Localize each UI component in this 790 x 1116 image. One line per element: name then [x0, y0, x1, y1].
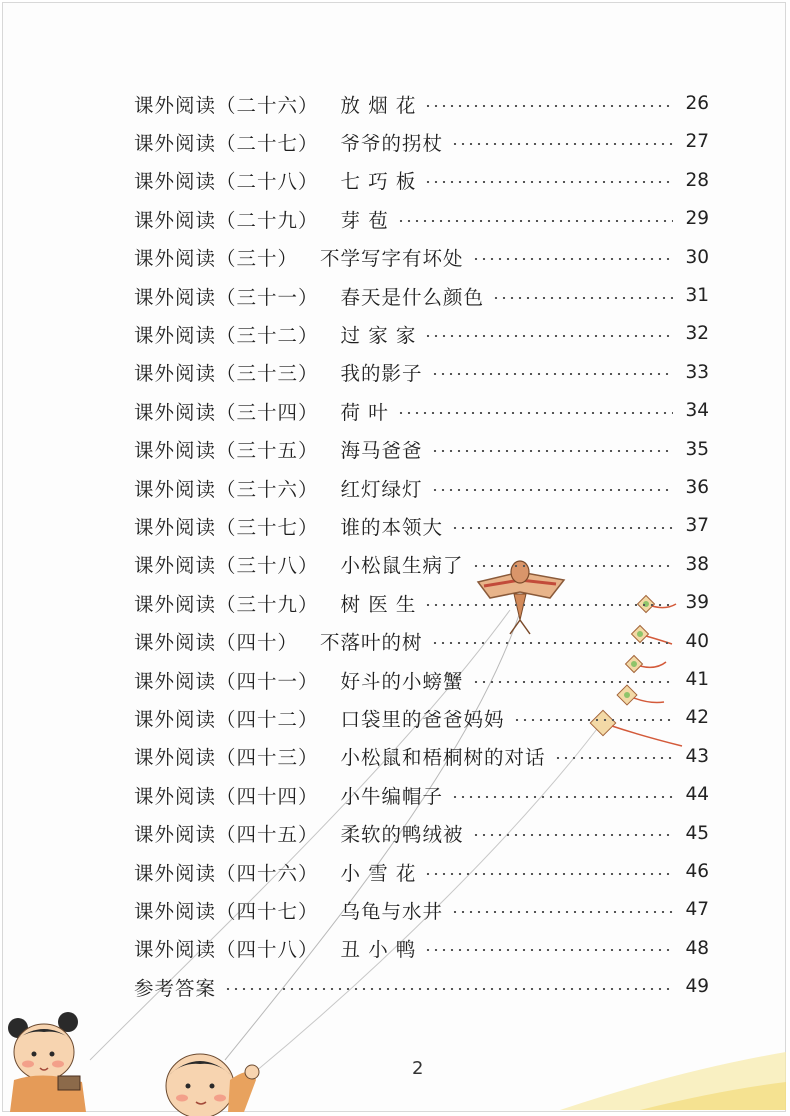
toc-page-number: 38 [685, 553, 709, 575]
dot-leader [424, 181, 673, 183]
dot-leader [451, 911, 673, 913]
toc-entry-label: 课外阅读（四十三） [134, 746, 319, 770]
toc-entry-title: 树 医 生 [340, 592, 417, 616]
toc-row[interactable] [134, 780, 709, 810]
toc-row[interactable] [134, 703, 709, 733]
dot-leader [424, 604, 673, 606]
toc-entry-title: 红灯绿灯 [340, 477, 423, 501]
toc-page-number: 35 [685, 438, 709, 460]
page-number: 2 [412, 1058, 424, 1079]
dot-leader [554, 757, 674, 759]
toc-row[interactable] [134, 204, 709, 234]
toc-row[interactable] [134, 857, 709, 887]
toc-entry-title: 小松鼠和梧桐树的对话 [340, 746, 546, 770]
toc-page-number: 44 [685, 784, 709, 806]
dot-leader [451, 527, 673, 529]
toc-entry-label: 课外阅读（二十九） [134, 208, 319, 232]
dot-leader [424, 105, 673, 107]
toc-entry-title: 荷 叶 [340, 400, 389, 424]
toc-entry-label: 课外阅读（四十） [134, 631, 299, 655]
toc-page-number: 40 [685, 630, 709, 652]
toc-page-number: 29 [685, 208, 709, 230]
toc-page-number: 46 [685, 861, 709, 882]
toc-row[interactable] [134, 396, 709, 426]
toc-entry-label: 课外阅读（四十四） [134, 784, 319, 808]
toc-entry-label: 课外阅读（三十三） [134, 362, 319, 386]
dot-leader [513, 719, 674, 721]
toc-page-number: 47 [685, 899, 709, 921]
dot-leader [424, 335, 673, 337]
toc-page-number: 30 [685, 246, 709, 268]
toc-row[interactable] [134, 665, 709, 695]
toc-row[interactable] [134, 549, 709, 579]
toc-entry-title: 小 雪 花 [340, 861, 417, 885]
toc-entry-title: 春天是什么颜色 [340, 285, 485, 309]
toc-entry-label: 课外阅读（三十八） [134, 554, 319, 578]
toc-entry-label: 课外阅读（三十四） [134, 400, 319, 424]
toc-page-number: 33 [685, 361, 709, 383]
toc-page-number: 49 [685, 976, 709, 998]
toc-entry-title: 不学写字有坏处 [320, 247, 464, 271]
toc-entry-title: 口袋里的爸爸妈妈 [340, 707, 505, 731]
toc-entry-label: 课外阅读（四十六） [134, 861, 319, 885]
toc-page-number: 26 [685, 93, 709, 114]
toc-page-number: 42 [685, 707, 709, 729]
dot-leader [451, 143, 673, 145]
dot-leader [431, 450, 674, 452]
toc-page-number: 36 [685, 477, 709, 498]
dot-leader [397, 412, 674, 414]
dot-leader [431, 642, 674, 644]
dot-leader [472, 834, 674, 836]
toc-entry-label: 课外阅读（二十八） [134, 170, 319, 194]
dot-leader [492, 297, 673, 299]
toc-page-number: 37 [685, 515, 709, 537]
toc-row[interactable] [134, 933, 709, 963]
toc-row[interactable] [134, 357, 709, 387]
toc-row[interactable] [134, 281, 709, 311]
toc-page-number: 31 [685, 285, 709, 306]
dot-leader [397, 220, 674, 222]
toc-row[interactable] [134, 895, 709, 925]
toc-page-number: 27 [685, 131, 709, 153]
toc-row[interactable] [134, 242, 709, 272]
toc-entry-label: 课外阅读（二十七） [134, 131, 319, 155]
toc-entry-label: 课外阅读（四十一） [134, 669, 319, 693]
toc-entry-title: 小牛编帽子 [340, 784, 444, 808]
dot-leader [431, 489, 674, 491]
toc-page-number: 32 [685, 323, 709, 345]
toc-entry-label: 课外阅读（三十一） [134, 285, 319, 309]
toc-page-number: 45 [685, 822, 709, 844]
toc-entry-title: 好斗的小螃蟹 [340, 669, 464, 693]
toc-entry-title: 芽 苞 [340, 208, 389, 232]
toc-entry-label: 课外阅读（三十七） [134, 515, 319, 539]
toc-entry-label: 课外阅读（四十七） [134, 899, 319, 923]
toc-row[interactable] [134, 588, 709, 618]
toc-entry-title: 柔软的鸭绒被 [340, 823, 464, 847]
toc-page-number: 28 [685, 169, 709, 191]
toc-row[interactable] [134, 972, 709, 1002]
toc-page-number: 41 [685, 669, 709, 690]
toc-entry-label: 参考答案 [134, 976, 217, 1000]
toc-row[interactable] [134, 741, 709, 771]
toc-entry-title: 谁的本领大 [340, 515, 444, 539]
dot-leader [431, 373, 674, 375]
toc-entry-label: 课外阅读（三十二） [134, 323, 319, 347]
toc-entry-label: 课外阅读（三十五） [134, 439, 319, 463]
toc-page-number: 34 [685, 400, 709, 422]
dot-leader [472, 681, 674, 683]
toc-entry-label: 课外阅读（三十） [134, 247, 299, 271]
toc-row[interactable] [134, 89, 709, 119]
dot-leader [472, 565, 674, 567]
dot-leader [451, 796, 673, 798]
dot-leader [424, 949, 673, 951]
toc-entry-label: 课外阅读（四十五） [134, 823, 319, 847]
toc-entry-label: 课外阅读（三十九） [134, 592, 319, 616]
dot-leader [424, 873, 673, 875]
toc-row[interactable] [134, 626, 709, 656]
toc-entry-title: 七 巧 板 [340, 170, 417, 194]
toc-entry-title: 不落叶的树 [320, 631, 423, 655]
toc-entry-title: 放 烟 花 [340, 93, 417, 117]
toc-entry-title: 爷爷的拐杖 [340, 131, 444, 155]
toc-row[interactable] [134, 319, 709, 349]
toc-entry-label: 课外阅读（二十六） [134, 93, 319, 117]
dot-leader [224, 988, 673, 990]
toc-row[interactable] [134, 165, 709, 195]
toc-page-number: 43 [685, 745, 709, 767]
toc-entry-title: 我的影子 [340, 362, 423, 386]
toc-entry-label: 课外阅读（三十六） [134, 477, 319, 501]
toc-row[interactable] [134, 127, 709, 157]
toc-entry-label: 课外阅读（四十二） [134, 707, 319, 731]
toc-row[interactable] [134, 818, 709, 848]
toc-entry-label: 课外阅读（四十八） [134, 938, 319, 962]
toc-entry-title: 小松鼠生病了 [340, 554, 464, 578]
toc-row[interactable] [134, 434, 709, 464]
toc-entry-title: 海马爸爸 [340, 439, 423, 463]
toc-entry-title: 丑 小 鸭 [340, 938, 417, 962]
dot-leader [472, 258, 674, 260]
toc-entry-title: 过 家 家 [340, 323, 417, 347]
toc-page-number: 48 [685, 937, 709, 959]
toc-row[interactable] [134, 511, 709, 541]
toc-entry-title: 乌龟与水井 [340, 899, 444, 923]
toc-row[interactable] [134, 473, 709, 503]
toc-page-number: 39 [685, 592, 709, 614]
